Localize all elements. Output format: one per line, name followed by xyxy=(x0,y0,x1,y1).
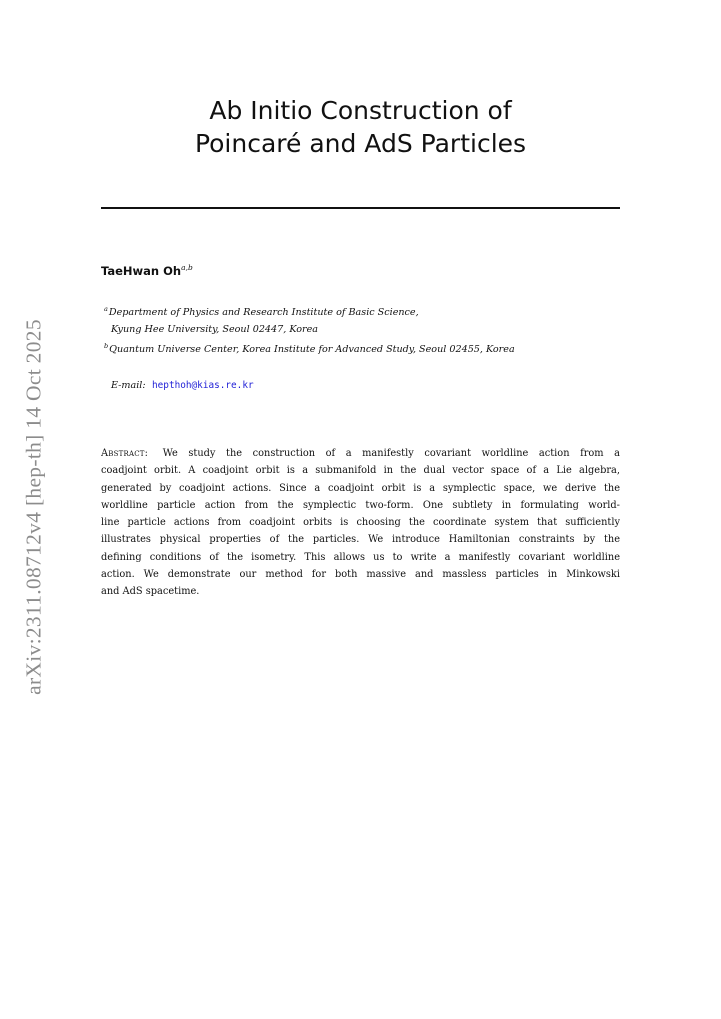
affiliation-text: Quantum Universe Center, Korea Institute for Advanced Study, Seoul 02455, Korea xyxy=(109,344,515,355)
abstract-line: worldline particle action from the symplectic two-form. One subtlety in formulating world- xyxy=(101,499,620,511)
affiliation-a-line-2 xyxy=(104,322,515,339)
abstract-heading: Abstract: xyxy=(101,448,149,459)
affiliation-a-line-1 xyxy=(104,301,515,322)
affiliation-mark-b: b xyxy=(104,342,109,350)
abstract-line: coadjoint orbit. A coadjoint orbit is a submanifold in the dual vector space of a Lie algebra, xyxy=(101,465,620,477)
abstract xyxy=(101,445,620,601)
email-link[interactable]: hepthoh@kias.re.kr xyxy=(152,380,254,391)
title-divider xyxy=(101,207,620,209)
affiliation-text: Kyung Hee University, Seoul 02447, Korea xyxy=(111,323,319,335)
arxiv-identifier-stamp: arXiv:2311.08712v4 [hep-th] 14 Oct 2025 xyxy=(21,319,46,695)
abstract-text: We study the construction of a manifestly covariant worldline action from a xyxy=(162,448,620,459)
abstract-line: and AdS spacetime. xyxy=(101,586,200,598)
abstract-line: defining conditions of the isometry. This allows us to write a manifestly covariant worldline xyxy=(101,551,620,563)
abstract-line: line particle actions from coadjoint orbits is choosing the coordinate system that sufficiently xyxy=(101,517,620,529)
affiliation-text: Department of Physics and Research Institute of Basic Science, xyxy=(108,307,419,318)
affiliation-b xyxy=(104,338,515,359)
paper-title xyxy=(0,94,721,160)
email-label: E-mail: xyxy=(111,380,146,391)
email-block xyxy=(111,380,254,391)
paper-title-line-1: Ab Initio Construction of xyxy=(209,96,512,125)
abstract-line: action. We demonstrate our method for both massive and massless particles in Minkowski xyxy=(101,569,620,581)
affiliations-block xyxy=(104,301,515,359)
author-affiliation-marks: a,b xyxy=(181,263,193,272)
paper-title-line-2: Poincaré and AdS Particles xyxy=(194,129,527,158)
abstract-line: generated by coadjoint actions. Since a coadjoint orbit is a symplectic space, we derive the xyxy=(101,482,620,494)
affiliation-mark-a: a xyxy=(104,305,108,313)
abstract-line xyxy=(101,445,620,462)
author-name: TaeHwan Oh xyxy=(101,264,182,278)
author xyxy=(101,263,193,278)
abstract-line: illustrates physical properties of the particles. We introduce Hamiltonian constraints by the xyxy=(101,534,620,546)
